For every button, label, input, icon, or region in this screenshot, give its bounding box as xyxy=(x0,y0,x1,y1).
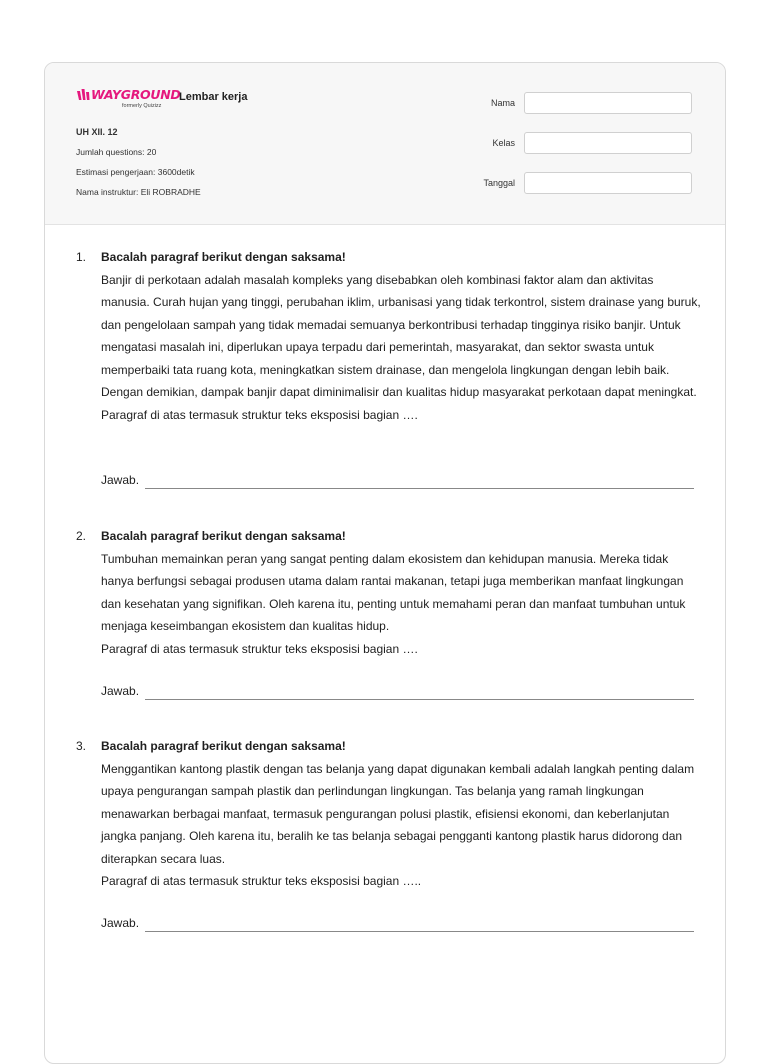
answer-label: Jawab. xyxy=(101,473,140,487)
question-ask: Paragraf di atas termasuk struktur teks eksposisi bagian …. xyxy=(101,641,418,656)
answer-line[interactable] xyxy=(145,699,694,700)
name-label: Nama xyxy=(490,98,515,108)
date-field[interactable] xyxy=(524,172,692,194)
question-prompt: Bacalah paragraf berikut dengan saksama! xyxy=(101,739,346,753)
question-prompt: Bacalah paragraf berikut dengan saksama! xyxy=(101,529,346,543)
brand-logo xyxy=(76,87,181,114)
question-body xyxy=(101,735,701,893)
worksheet-title: UH XII. 12 xyxy=(76,127,118,137)
answer-row xyxy=(101,916,694,936)
worksheet xyxy=(44,62,726,1064)
question-number: 2. xyxy=(76,529,87,543)
question-prompt: Bacalah paragraf berikut dengan saksama! xyxy=(101,250,346,264)
brand-name: WAYGROUND xyxy=(91,87,181,102)
instructor-name: Nama instruktur: Eli ROBRADHE xyxy=(76,187,201,197)
name-field[interactable] xyxy=(524,92,692,114)
brand-subtitle: formerly Quizizz xyxy=(122,103,162,109)
worksheet-header xyxy=(45,63,725,225)
answer-label: Jawab. xyxy=(101,684,140,698)
answer-line[interactable] xyxy=(145,488,694,489)
answer-row xyxy=(101,473,694,493)
question-ask: Paragraf di atas termasuk struktur teks eksposisi bagian …. xyxy=(101,407,418,422)
estimated-time: Estimasi pengerjaan: 3600detik xyxy=(76,167,195,177)
question-body xyxy=(101,246,701,426)
question-text: Tumbuhan memainkan peran yang sangat penting dalam ekosistem dan kehidupan manusia. Mereka tidak hanya berfungsi sebagai produsen utama dalam rantai makanan, tetapi juga memberikan manfaat lingkungan dan kesehatan yang signifikan. Oleh karena itu, penting untuk memahami peran dan manfaat tumbuhan untuk menjaga keseimbangan ekosistem dan kualitas hidup. xyxy=(101,551,686,633)
class-label: Kelas xyxy=(492,138,515,148)
question-number: 3. xyxy=(76,739,87,753)
answer-line[interactable] xyxy=(145,931,694,932)
question-text: Banjir di perkotaan adalah masalah kompleks yang disebabkan oleh kombinasi faktor alam dan aktivitas manusia. Curah hujan yang tinggi, perubahan iklim, urbanisasi yang tidak terkontrol, sistem drainase yang buruk, dan pengelolaan sampah yang tidak memadai semuanya berkontribusi terhadap tingginya risiko banjir. Untuk mengatasi masalah ini, diperlukan upaya terpadu dari pemerintah, masyarakat, dan sektor swasta untuk memperbaiki tata ruang kota, meningkatkan sistem drainase, dan mengelola lingkungan dengan lebih baik. Dengan demikian, dampak banjir dapat diminimalisir dan kualitas hidup masyarakat perkotaan dapat meningkat. xyxy=(101,272,701,399)
class-field[interactable] xyxy=(524,132,692,154)
question-body xyxy=(101,525,701,660)
date-label: Tanggal xyxy=(483,178,515,188)
answer-row xyxy=(101,684,694,704)
question-count: Jumlah questions: 20 xyxy=(76,147,157,157)
wayground-logo-icon xyxy=(76,88,92,102)
question-number: 1. xyxy=(76,250,87,264)
question-ask: Paragraf di atas termasuk struktur teks eksposisi bagian ….. xyxy=(101,874,422,888)
answer-label: Jawab. xyxy=(101,916,140,930)
question-text: Menggantikan kantong plastik dengan tas belanja yang dapat digunakan kembali adalah langkah penting dalam upaya pengurangan sampah plastik dan perlindungan lingkungan. Tas belanja yang ramah lingkungan menawarkan berbagai manfaat, termasuk pengurangan polusi plastik, efisiensi ekonomi, dan keberlanjutan jangka panjang. Oleh karena itu, beralih ke tas belanja sebagai pengganti kantong plastik harus didorong dan diterapkan secara luas. xyxy=(101,761,695,866)
document-type: Lembar kerja xyxy=(179,91,248,103)
